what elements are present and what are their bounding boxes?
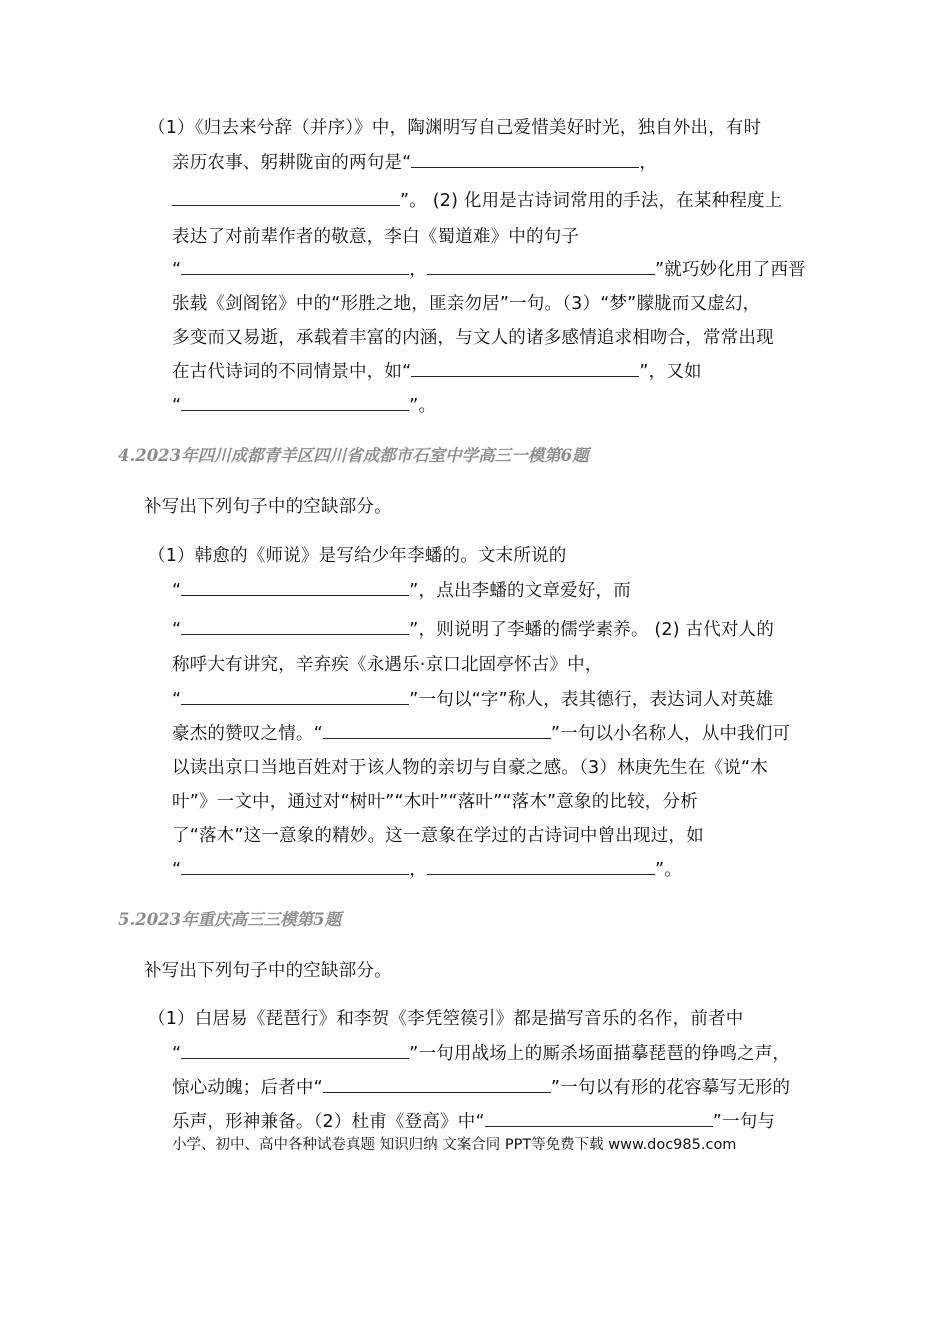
question-3-line-3 <box>172 184 782 218</box>
question-3-line-9 <box>172 389 436 423</box>
line-text: ”。 <box>409 396 437 416</box>
line-text: “ <box>172 396 182 416</box>
question-4-line-4 <box>172 648 603 682</box>
line-text: ”。 <box>654 860 682 880</box>
line-text: 补写出下列句子中的空缺部分。 <box>144 961 392 981</box>
question-4-line-9 <box>172 819 704 853</box>
question-4-line-3 <box>172 613 774 647</box>
line-text: ， <box>639 153 658 173</box>
answer-blank <box>181 392 409 411</box>
line-text: ”就巧妙化用了西晋 <box>654 260 806 280</box>
line-text: ”一句以小名称人，从中我们可 <box>550 724 791 744</box>
question-4-line-2 <box>172 574 631 608</box>
question-5-line-2 <box>172 1037 790 1071</box>
answer-blank <box>485 1108 713 1127</box>
line-text: ”，则说明了李蟠的儒学素养。 (2) 古代对人的 <box>409 620 775 640</box>
line-text: 亲历农事、躬耕陇亩的两句是“ <box>172 153 412 173</box>
answer-blank <box>181 1040 409 1059</box>
question-3-line-8 <box>172 355 702 389</box>
question-4-line-10 <box>172 853 682 887</box>
question-3-line-4 <box>172 220 579 254</box>
line-text: 叶”》一文中，通过对“树叶”“木叶”“落叶”“落木”意象的比较，分析 <box>172 792 698 812</box>
line-text: （1）韩愈的《师说》是写给少年李蟠的。文末所说的 <box>148 546 567 566</box>
line-text: （1）《归去来兮辞（并序）》中，陶渊明写自己爱惜美好时光，独自外出，有时 <box>148 118 762 138</box>
line-text: ， <box>409 860 427 880</box>
answer-blank <box>181 616 409 635</box>
footer-banner: 小学、初中、高中各种试卷真题 知识归纳 文案合同 PPT等免费下载 www.doc985.com <box>172 1137 737 1153</box>
answer-blank <box>427 256 655 275</box>
line-text: 多变而又易逝，承载着丰富的内涵，与文人的诸多感情追求相吻合，常常出现 <box>172 328 774 348</box>
line-text: 豪杰的赞叹之情。“ <box>172 724 323 744</box>
answer-blank <box>181 856 409 875</box>
line-text: ”。 (2) 化用是古诗词常用的手法，在某种程度上 <box>400 191 783 211</box>
line-text: “ <box>172 1044 182 1064</box>
answer-blank <box>181 577 409 596</box>
line-text: 表达了对前辈作者的敬意，李白《蜀道难》中的句子 <box>172 227 580 247</box>
line-text: “ <box>172 860 182 880</box>
question-5-line-3 <box>172 1071 790 1105</box>
question-5-heading: 5.2023年重庆高三三模第5题 <box>118 910 342 929</box>
question-3-line-5 <box>172 253 806 287</box>
line-text: ”一句与 <box>712 1112 776 1132</box>
line-text: 以读出京口当地百姓对于该人物的亲切与自豪之感。（3）林庚先生在《说“木 <box>172 758 768 778</box>
question-3-line-6 <box>172 287 760 321</box>
question-4-line-6 <box>172 717 790 751</box>
line-text: 张载《剑阁铭》中的“形胜之地，匪亲勿居”一句。（3）“梦”朦胧而又虚幻， <box>172 294 761 314</box>
answer-blank <box>411 149 639 168</box>
line-text: ”，又如 <box>639 362 702 382</box>
answer-blank <box>411 358 639 377</box>
line-text: “ <box>172 260 182 280</box>
line-text: ”一句以“字”称人，表其德行，表达词人对英雄 <box>409 690 774 710</box>
line-text: （1）白居易《琵琶行》和李贺《李凭箜篌引》都是描写音乐的名作，前者中 <box>148 1009 744 1029</box>
line-text: ”，点出李蟠的文章爱好，而 <box>409 581 631 601</box>
line-text: 惊心动魄；后者中“ <box>172 1078 323 1098</box>
line-text: 在古代诗词的不同情景中，如“ <box>172 362 412 382</box>
question-3-line-7 <box>172 321 774 355</box>
line-text: 补写出下列句子中的空缺部分。 <box>144 497 392 517</box>
line-text: ”一句用战场上的厮杀场面描摹琵琶的铮鸣之声， <box>409 1044 791 1064</box>
line-text: ”一句以有形的花容摹写无形的 <box>550 1078 791 1098</box>
answer-blank <box>323 1074 551 1093</box>
question-4-line-7 <box>172 751 768 785</box>
answer-blank <box>172 187 400 206</box>
question-4-line-8 <box>172 785 698 819</box>
question-3-line-2 <box>172 146 657 180</box>
question-4-line-1 <box>148 539 566 573</box>
line-text: 了“落木”这一意象的精妙。这一意象在学过的古诗词中曾出现过，如 <box>172 826 704 846</box>
question-4-intro <box>144 490 392 524</box>
line-text: ， <box>409 260 427 280</box>
question-4-heading: 4.2023年四川成都青羊区四川省成都市石室中学高三一模第6题 <box>118 446 589 465</box>
question-3-line-1 <box>148 111 761 145</box>
answer-blank <box>427 856 655 875</box>
line-text: 称呼大有讲究，辛弃疾《永遇乐·京口北固亭怀古》中， <box>172 655 603 675</box>
answer-blank <box>181 686 409 705</box>
line-text: 乐声，形神兼备。（2）杜甫《登高》中“ <box>172 1112 485 1132</box>
answer-blank <box>181 256 409 275</box>
answer-blank <box>323 720 551 739</box>
line-text: “ <box>172 690 182 710</box>
question-4-line-5 <box>172 683 773 717</box>
line-text: “ <box>172 581 182 601</box>
line-text: “ <box>172 620 182 640</box>
question-5-line-1 <box>148 1002 743 1036</box>
question-5-intro <box>144 954 392 988</box>
